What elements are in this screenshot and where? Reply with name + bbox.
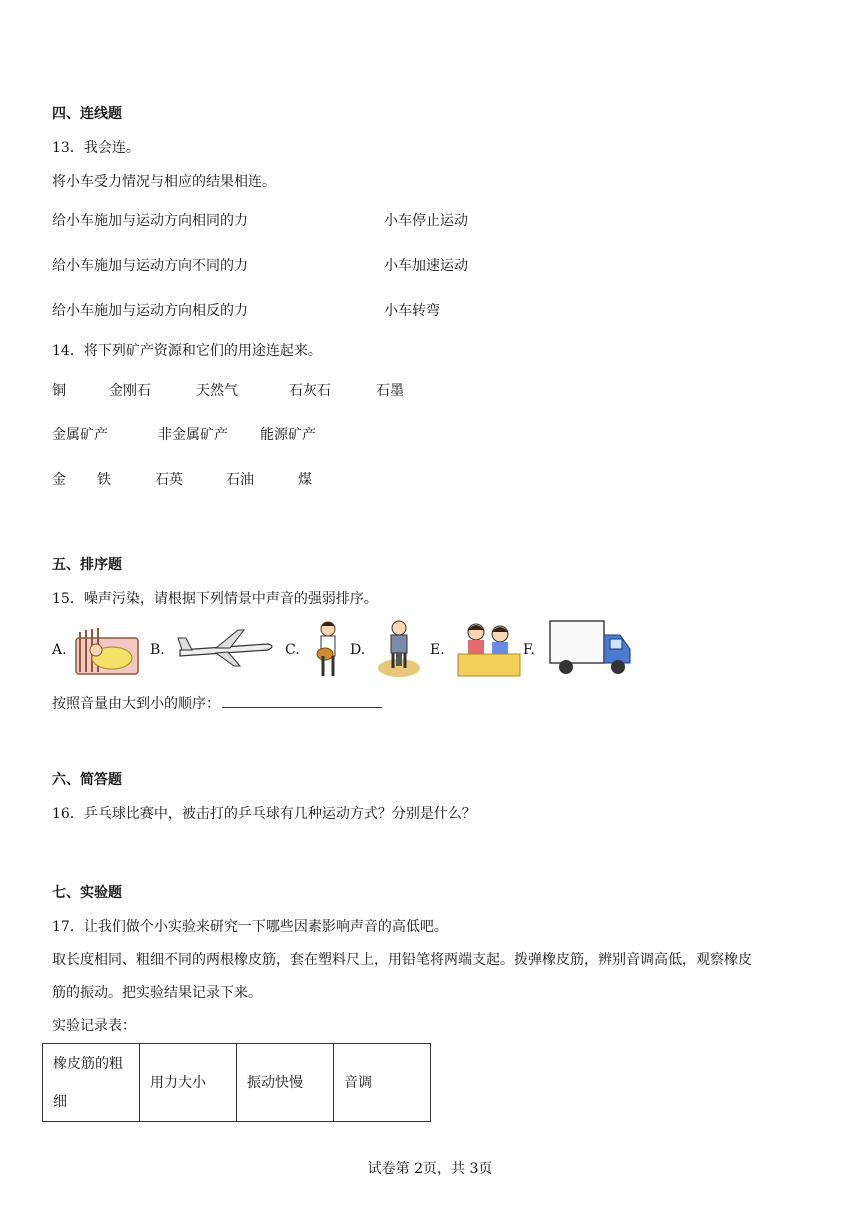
table-label: 实验记录表： — [52, 1018, 136, 1034]
page-footer: 试卷第 2页，共 3页 — [367, 1161, 493, 1177]
question-17-body-2: 筋的振动。把实验结果记录下来。 — [52, 985, 262, 1001]
table-header-cell: 音调 — [334, 1044, 431, 1122]
option-label-b: B. — [150, 642, 165, 658]
match-left-item[interactable]: 给小车施加与运动方向相同的力 — [52, 213, 248, 229]
mineral-item[interactable]: 石灰石 — [289, 383, 331, 399]
section-heading-6: 六、简答题 — [52, 772, 122, 788]
airplane-icon — [176, 626, 278, 668]
table-header-cell: 用力大小 — [140, 1044, 237, 1122]
mineral-item[interactable]: 金刚石 — [109, 383, 151, 399]
mineral-category[interactable]: 能源矿产 — [260, 427, 316, 443]
mineral-category[interactable]: 金属矿产 — [52, 427, 108, 443]
match-left-item[interactable]: 给小车施加与运动方向不同的力 — [52, 258, 248, 274]
option-label-a: A. — [52, 642, 67, 658]
sleeping-baby-icon — [74, 622, 144, 678]
question-13-instruction: 将小车受力情况与相应的结果相连。 — [52, 174, 276, 190]
table-header-cell: 橡皮筋的粗细 — [43, 1044, 140, 1122]
truck-icon — [548, 617, 634, 679]
question-14-title: 14．将下列矿产资源和它们的用途连起来。 — [52, 343, 322, 359]
option-label-f: F. — [523, 642, 535, 658]
table-header-cell: 振动快慢 — [237, 1044, 334, 1122]
answer-blank[interactable] — [222, 693, 382, 708]
table-row — [43, 1044, 431, 1122]
mineral-item[interactable]: 石油 — [226, 472, 254, 488]
question-16: 16．乒乓球比赛中，被击打的乒乓球有几种运动方式？分别是什么？ — [52, 806, 476, 822]
option-label-d: D. — [350, 642, 366, 658]
match-right-item[interactable]: 小车转弯 — [384, 303, 440, 319]
mineral-category[interactable]: 非金属矿产 — [158, 427, 228, 443]
section-heading-7: 七、实验题 — [52, 885, 122, 901]
question-17-body-1: 取长度相同、粗细不同的两根橡皮筋，套在塑料尺上，用铅笔将两端支起。拨弹橡皮筋，辨别音调高低，观察橡皮 — [52, 952, 752, 968]
option-label-c: C. — [285, 642, 300, 658]
students-at-desk-icon — [456, 620, 522, 678]
section-heading-5: 五、排序题 — [52, 557, 122, 573]
match-right-item[interactable]: 小车停止运动 — [384, 213, 468, 229]
option-label-e: E. — [430, 642, 445, 658]
match-right-item[interactable]: 小车加速运动 — [384, 258, 468, 274]
answer-prompt: 按照音量由大到小的顺序： — [52, 693, 382, 714]
question-13-title: 13．我会连。 — [52, 140, 140, 156]
question-17-title: 17．让我们做个小实验来研究一下哪些因素影响声音的高低吧。 — [52, 919, 448, 935]
mineral-item[interactable]: 天然气 — [196, 383, 238, 399]
experiment-record-table — [42, 1043, 431, 1122]
construction-worker-icon — [376, 618, 422, 680]
mineral-item[interactable]: 金 — [52, 472, 66, 488]
mineral-item[interactable]: 铜 — [52, 383, 66, 399]
mineral-item[interactable]: 铁 — [97, 472, 111, 488]
guitar-player-icon — [311, 620, 345, 680]
question-15-title: 15．噪声污染，请根据下列情景中声音的强弱排序。 — [52, 591, 378, 607]
match-left-item[interactable]: 给小车施加与运动方向相反的力 — [52, 303, 248, 319]
mineral-item[interactable]: 煤 — [298, 472, 312, 488]
mineral-item[interactable]: 石英 — [155, 472, 183, 488]
mineral-item[interactable]: 石墨 — [376, 383, 404, 399]
section-heading-4: 四、连线题 — [52, 106, 122, 122]
